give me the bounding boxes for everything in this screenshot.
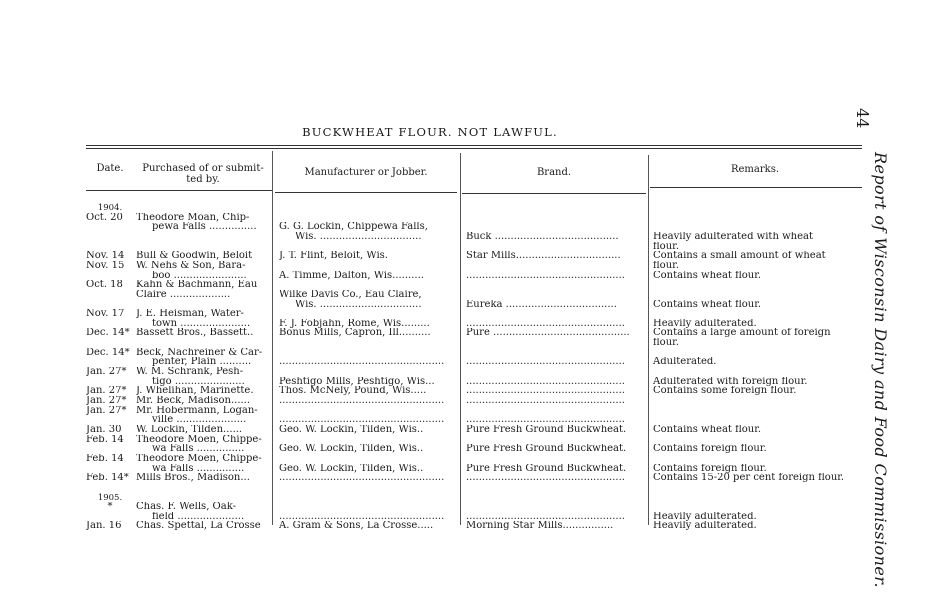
cell-purchased: field .....................: [152, 511, 245, 522]
cell-remarks: Contains wheat flour.: [653, 424, 762, 435]
cell-remarks: Heavily adulterated with wheat: [653, 231, 813, 242]
cell-manufacturer: Wis. ................................: [295, 299, 422, 310]
cell-manufacturer: Geo. W. Lockin, Tilden, Wis..: [279, 424, 424, 435]
cell-remarks: flour.: [653, 241, 679, 252]
cell-purchased: penter, Plain ..........: [152, 357, 252, 368]
cell-manufacturer: Peshtigo Mills, Peshtigo, Wis...: [279, 376, 435, 387]
cell-brand: ..................................................: [466, 511, 625, 522]
cell-date: 1904.: [97, 203, 123, 213]
cell-purchased: J. E. Heisman, Water-: [136, 309, 244, 320]
cell-date: Jan. 27*: [86, 396, 127, 406]
cell-date: Feb. 14*: [86, 473, 129, 484]
cell-date: Nov. 17: [86, 309, 125, 320]
cell-date: Dec. 14*: [86, 347, 130, 358]
cell-brand: Pure Fresh Ground Buckwheat.: [466, 424, 627, 435]
header-underline-brand: [462, 193, 646, 194]
cell-date: Jan. 30: [86, 424, 122, 435]
cell-date: Oct. 18: [86, 280, 123, 291]
cell-remarks: Contains foreign flour.: [653, 463, 767, 474]
cell-remarks: Heavily adulterated.: [653, 318, 757, 329]
cell-brand: ..................................................: [466, 376, 625, 387]
cell-remarks: Contains wheat flour.: [653, 299, 762, 310]
cell-manufacturer: A. Gram & Sons, La Crosse.....: [279, 521, 434, 532]
cell-manufacturer: G. G. Lockin, Chippewa Falls,: [279, 222, 428, 233]
cell-manufacturer: Thos. McNely, Pound, Wis.....: [279, 386, 427, 397]
header-purchased: [136, 163, 270, 185]
cell-brand: Star Mills.................................: [466, 251, 621, 262]
cell-remarks: Adulterated with foreign flour.: [653, 376, 808, 387]
cell-brand: Eureka ...................................: [466, 299, 617, 310]
cell-manufacturer: ....................................................: [279, 415, 445, 426]
cell-date: Jan. 27*: [86, 405, 127, 416]
cell-purchased: pewa Falls ...............: [152, 222, 257, 233]
cell-date: Nov. 15: [86, 260, 125, 271]
header-underline-mfr: [275, 192, 457, 193]
cell-remarks: Contains wheat flour.: [653, 270, 762, 281]
cell-remarks: Contains a large amount of foreign: [653, 328, 831, 339]
cell-manufacturer: J. T. Flint, Beloit, Wis.: [279, 251, 388, 262]
cell-purchased: W. Nehs & Son, Bara-: [136, 260, 246, 271]
cell-purchased: W. M. Schrank, Pesh-: [136, 367, 244, 378]
cell-purchased: Beck, Nachreiner & Car-: [136, 347, 263, 358]
header-remarks: Remarks.: [730, 164, 780, 175]
cell-manufacturer: Geo. W. Lockin, Tilden, Wis..: [279, 444, 424, 455]
cell-remarks: flour.: [653, 260, 679, 271]
cell-purchased: J. Whelihan, Marinette.: [136, 386, 254, 397]
cell-purchased: Chas. F. Wells, Oak-: [136, 502, 236, 513]
top-rule-double: [86, 148, 862, 149]
cell-brand: ..................................................: [466, 357, 625, 368]
cell-purchased: wa Falls ...............: [152, 444, 245, 455]
cell-manufacturer: A. Timme, Dalton, Wis..........: [279, 270, 424, 281]
cell-manufacturer: Wis. ................................: [295, 231, 422, 242]
cell-purchased: Theodore Moen, Chippe-: [136, 453, 262, 464]
cell-remarks: Contains some foreign flour.: [653, 386, 797, 397]
cell-purchased: Bull & Goodwin, Beloit: [136, 251, 253, 262]
cell-purchased: wa Falls ...............: [152, 463, 245, 474]
cell-date: Feb. 14: [86, 434, 124, 445]
cell-manufacturer: ....................................................: [279, 511, 445, 522]
header-underline-left: [86, 190, 272, 191]
header-underline-remarks: [650, 187, 862, 188]
cell-brand: ..................................................: [466, 386, 625, 397]
cell-purchased: boo .......................: [152, 270, 247, 281]
cell-brand: Pure Fresh Ground Buckwheat.: [466, 463, 627, 474]
cell-date: Jan. 27*: [86, 367, 127, 378]
cell-manufacturer: F. J. Fobjahn, Rome, Wis.........: [279, 318, 430, 329]
cell-brand: ..................................................: [466, 473, 625, 484]
page-number: 44: [853, 108, 872, 129]
cell-purchased: W. Lockin, Tilden......: [136, 424, 243, 435]
cell-purchased: town ......................: [152, 318, 251, 329]
column-divider-3: [648, 155, 649, 525]
column-divider-2: [460, 153, 461, 525]
cell-brand: ..................................................: [466, 396, 625, 406]
cell-brand: Pure ...........................................: [466, 328, 630, 339]
cell-purchased: ville ......................: [152, 415, 247, 426]
cell-purchased: Bassett Bros., Bassett..: [136, 328, 254, 339]
cell-manufacturer: Bonus Mills, Capron, Ill..........: [279, 328, 431, 339]
cell-purchased: Mr. Beck, Madison......: [136, 396, 251, 406]
cell-brand: ..................................................: [466, 318, 625, 329]
cell-remarks: Adulterated.: [653, 357, 717, 368]
cell-remarks: Heavily adulterated.: [653, 521, 757, 532]
cell-purchased: Mills Bros., Madison...: [136, 473, 250, 484]
header-manufacturer: Manufacturer or Jobber.: [304, 167, 428, 178]
cell-purchased: tigo ......................: [152, 376, 245, 387]
cell-brand: Morning Star Mills................: [466, 521, 614, 532]
cell-manufacturer: Wilke Davis Co., Eau Claire,: [279, 289, 422, 300]
cell-manufacturer: Geo. W. Lockin, Tilden, Wis..: [279, 463, 424, 474]
cell-date: Nov. 14: [86, 251, 125, 262]
cell-manufacturer: ....................................................: [279, 473, 445, 484]
cell-remarks: Contains 15-20 per cent foreign flour.: [653, 473, 845, 484]
cell-purchased: Theodore Moen, Chippe-: [136, 434, 262, 445]
cell-remarks: Heavily adulterated.: [653, 511, 757, 522]
table-heading: BUCKWHEAT FLOUR. NOT LAWFUL.: [302, 125, 558, 139]
cell-date: 1905.: [97, 492, 123, 503]
cell-date: Dec. 14*: [86, 328, 130, 339]
cell-purchased: Mr. Hobermann, Logan-: [136, 405, 258, 416]
cell-purchased: Kahn & Bachmann, Eau: [136, 280, 258, 291]
cell-brand: ..................................................: [466, 270, 625, 281]
cell-manufacturer: ....................................................: [279, 396, 445, 406]
cell-purchased: Chas. Spettal, La Crosse: [136, 521, 261, 532]
cell-remarks: Contains foreign flour.: [653, 444, 767, 455]
header-purchased-line2: ted by.: [186, 174, 220, 185]
cell-remarks: Contains a small amount of wheat: [653, 251, 826, 262]
cell-purchased: Claire ...................: [136, 289, 231, 300]
running-title: Report of Wisconsin Dairy and Food Commissioner.: [871, 152, 890, 589]
cell-brand: ..................................................: [466, 415, 625, 426]
cell-date: Feb. 14: [86, 453, 124, 464]
cell-date: *: [107, 502, 113, 513]
cell-date: Oct. 20: [86, 212, 123, 223]
cell-remarks: flour.: [653, 338, 679, 349]
cell-brand: Pure Fresh Ground Buckwheat.: [466, 444, 627, 455]
cell-brand: Buck .......................................: [466, 231, 619, 242]
cell-purchased: Theodore Moan, Chip-: [136, 212, 250, 223]
cell-date: Jan. 16: [86, 521, 122, 532]
cell-manufacturer: ....................................................: [279, 357, 445, 368]
header-purchased-line1: Purchased of or submit-: [142, 163, 264, 174]
top-rule: [86, 145, 862, 146]
header-date: Date.: [96, 163, 124, 174]
header-brand: Brand.: [536, 167, 572, 178]
cell-date: Jan. 27*: [86, 386, 127, 397]
